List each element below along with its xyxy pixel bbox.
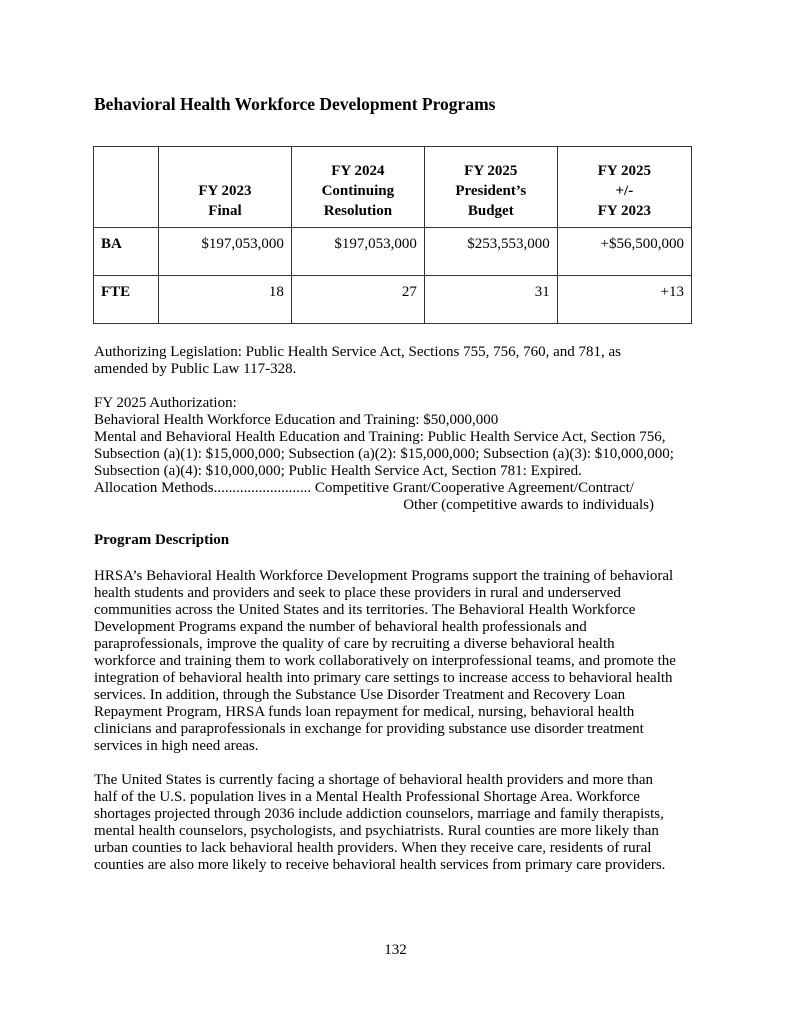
cell: $253,553,000 — [424, 228, 557, 276]
header-empty — [94, 147, 159, 228]
cell: +$56,500,000 — [557, 228, 691, 276]
text-line: clinicians and paraprofessionals in exchange for providing substance use disorder treatment — [94, 721, 644, 737]
text-line: urban counties to lack behavioral health providers. When they receive care, residents of rural — [94, 840, 652, 856]
cell: +13 — [557, 276, 691, 324]
text-line: counties are also more likely to receive behavioral health services from primary care providers. — [94, 857, 666, 873]
budget-table — [93, 146, 692, 324]
fy2025-authorization: FY 2025 Authorization: Behavioral Health Workforce Education and Training: $50,000,000 Mental and Behavioral Health Education and Training: Public Health Service Act, Section 756, Subsection (a)(1): $15,000,000; Subsection (a)(2): $15,000,000; Subsection (a)(3): $10,000,000; Subsection (a)(4): $10,000,000; Public Health Service Act, Section 781: Expired. — [94, 395, 674, 479]
cell: $197,053,000 — [159, 228, 292, 276]
text-line: shortages projected through 2036 include addiction counselors, marriage and family therapists, — [94, 806, 664, 822]
text-line: mental health counselors, psychologists, and psychiatrists. Rural counties are more likely than — [94, 823, 659, 839]
text-line: services. In addition, through the Substance Use Disorder Treatment and Recovery Loan — [94, 687, 626, 703]
text-line: Development Programs expand the number of behavioral health professionals and — [94, 619, 587, 635]
text-line: workforce and training them to work collaboratively on interprofessional teams, and promote the — [94, 653, 676, 669]
authorizing-legislation: Authorizing Legislation: Public Health Service Act, Sections 755, 756, 760, and 781, as amended by Public Law 117-328. — [94, 344, 621, 377]
text-line: The United States is currently facing a shortage of behavioral health providers and more than — [94, 772, 653, 788]
cell: 18 — [159, 276, 292, 324]
header-fy2023: FY 2023 Final — [159, 147, 292, 228]
row-label: FTE — [94, 276, 159, 324]
text-line: integration of behavioral health into primary care settings to increase access to behavioral health — [94, 670, 673, 686]
program-description-heading: Program Description — [94, 532, 230, 548]
page-number: 132 — [384, 942, 407, 958]
header-fy2024: FY 2024 Continuing Resolution — [291, 147, 424, 228]
allocation-methods: Allocation Methods.......................... Competitive Grant/Cooperative Agreement/Contract/ Other (competitive awards to individuals) — [94, 480, 654, 513]
text-line: health students and providers and seek to place these providers in rural and underserved — [94, 585, 621, 601]
header-fy2025: FY 2025 President’s Budget — [424, 147, 557, 228]
table-row — [94, 276, 692, 324]
text-line: Repayment Program, HRSA funds loan repayment for medical, nursing, behavioral health — [94, 704, 635, 720]
program-description-paragraph-1 — [94, 568, 704, 755]
cell: 27 — [291, 276, 424, 324]
text-line: half of the U.S. population lives in a Mental Health Professional Shortage Area. Workforce — [94, 789, 640, 805]
program-description-paragraph-2 — [94, 772, 704, 874]
cell: 31 — [424, 276, 557, 324]
header-diff: FY 2025 +/- FY 2023 — [557, 147, 691, 228]
page-title: Behavioral Health Workforce Development Programs — [94, 94, 496, 114]
table-row — [94, 228, 692, 276]
text-line: services in high need areas. — [94, 738, 259, 754]
text-line: HRSA’s Behavioral Health Workforce Development Programs support the training of behavioral — [94, 568, 674, 584]
cell: $197,053,000 — [291, 228, 424, 276]
table-header-row — [94, 147, 692, 228]
row-label: BA — [94, 228, 159, 276]
text-line: communities across the United States and its territories. The Behavioral Health Workforce — [94, 602, 636, 618]
text-line: paraprofessionals, improve the quality of care by recruiting a diverse behavioral health — [94, 636, 615, 652]
